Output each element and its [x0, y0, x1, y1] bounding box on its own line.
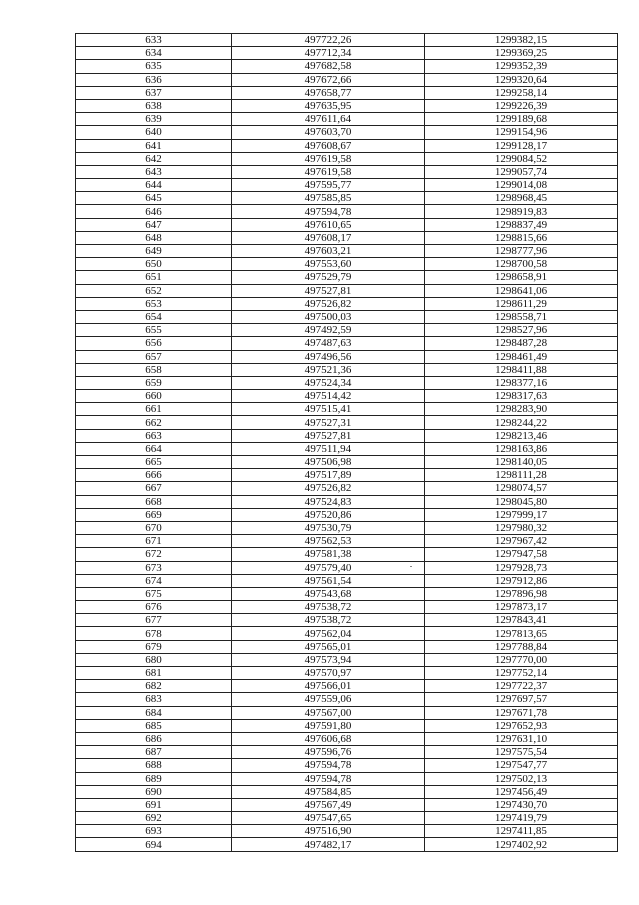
table-row	[76, 680, 618, 693]
x-coordinate-cell: 497527,31	[232, 416, 425, 429]
x-coordinate-cell: 497722,26	[232, 34, 425, 47]
y-coordinate-cell: 1299352,39	[425, 60, 618, 73]
x-coordinate-cell: 497567,49	[232, 798, 425, 811]
y-coordinate-cell: 1298377,16	[425, 376, 618, 389]
table-row	[76, 271, 618, 284]
y-coordinate-cell: 1299189,68	[425, 113, 618, 126]
y-coordinate-cell: 1298411,88	[425, 363, 618, 376]
y-coordinate-cell: 1297419,79	[425, 812, 618, 825]
point-number-cell: 665	[76, 456, 232, 469]
table-row	[76, 86, 618, 99]
x-coordinate-cell: 497606,68	[232, 732, 425, 745]
y-coordinate-cell: 1297967,42	[425, 535, 618, 548]
y-coordinate-cell: 1297843,41	[425, 614, 618, 627]
y-coordinate-cell: 1297502,13	[425, 772, 618, 785]
table-row	[76, 508, 618, 521]
point-number-cell: 693	[76, 825, 232, 838]
point-number-cell: 692	[76, 812, 232, 825]
table-row	[76, 403, 618, 416]
y-coordinate-cell: 1297770,00	[425, 653, 618, 666]
point-number-cell: 653	[76, 297, 232, 310]
table-row	[76, 442, 618, 455]
point-number-cell: 640	[76, 126, 232, 139]
x-coordinate-cell: 497515,41	[232, 403, 425, 416]
table-row	[76, 113, 618, 126]
y-coordinate-cell: 1298244,22	[425, 416, 618, 429]
table-row	[76, 825, 618, 838]
point-number-cell: 634	[76, 47, 232, 60]
table-row	[76, 416, 618, 429]
y-coordinate-cell: 1297402,92	[425, 838, 618, 851]
point-number-cell: 664	[76, 442, 232, 455]
x-coordinate-cell: 497526,82	[232, 297, 425, 310]
point-number-cell: 662	[76, 416, 232, 429]
x-coordinate-cell: 497527,81	[232, 429, 425, 442]
point-number-cell: 655	[76, 324, 232, 337]
point-number-cell: 645	[76, 192, 232, 205]
table-row	[76, 732, 618, 745]
coordinates-table-body	[76, 34, 618, 852]
x-coordinate-cell: 497527,81	[232, 284, 425, 297]
point-number-cell: 652	[76, 284, 232, 297]
x-coordinate-cell: 497529,79	[232, 271, 425, 284]
x-coordinate-cell: 497594,78	[232, 759, 425, 772]
point-number-cell: 676	[76, 601, 232, 614]
x-coordinate-cell: 497658,77	[232, 86, 425, 99]
table-row	[76, 376, 618, 389]
table-row	[76, 218, 618, 231]
point-number-cell: 666	[76, 469, 232, 482]
point-number-cell: 681	[76, 667, 232, 680]
y-coordinate-cell: 1297788,84	[425, 640, 618, 653]
y-coordinate-cell: 1298919,83	[425, 205, 618, 218]
point-number-cell: 683	[76, 693, 232, 706]
y-coordinate-cell: 1298163,86	[425, 442, 618, 455]
point-number-cell: 633	[76, 34, 232, 47]
x-coordinate-cell: 497672,66	[232, 73, 425, 86]
y-coordinate-cell: 1298968,45	[425, 192, 618, 205]
coordinates-table	[75, 33, 618, 852]
x-coordinate-cell: 497524,34	[232, 376, 425, 389]
table-row	[76, 838, 618, 851]
point-number-cell: 688	[76, 759, 232, 772]
point-number-cell: 675	[76, 587, 232, 600]
y-coordinate-cell: 1297631,10	[425, 732, 618, 745]
y-coordinate-cell: 1298461,49	[425, 350, 618, 363]
table-row	[76, 429, 618, 442]
table-row	[76, 587, 618, 600]
y-coordinate-cell: 1298045,80	[425, 495, 618, 508]
table-row	[76, 179, 618, 192]
table-row	[76, 798, 618, 811]
y-coordinate-cell: 1297456,49	[425, 785, 618, 798]
x-coordinate-cell: 497594,78	[232, 772, 425, 785]
table-row	[76, 759, 618, 772]
point-number-cell: 682	[76, 680, 232, 693]
table-row	[76, 785, 618, 798]
y-coordinate-cell: 1297575,54	[425, 746, 618, 759]
x-coordinate-cell: 497562,04	[232, 627, 425, 640]
point-number-cell: 672	[76, 548, 232, 561]
point-number-cell: 646	[76, 205, 232, 218]
table-row	[76, 245, 618, 258]
point-number-cell: 658	[76, 363, 232, 376]
point-number-cell: 659	[76, 376, 232, 389]
point-number-cell: 673	[76, 561, 232, 574]
y-coordinate-cell: 1298611,29	[425, 297, 618, 310]
x-coordinate-cell: 497538,72	[232, 601, 425, 614]
x-coordinate-cell: 497682,58	[232, 60, 425, 73]
x-coordinate-cell: 497530,79	[232, 521, 425, 534]
x-coordinate-cell: 497567,00	[232, 706, 425, 719]
x-coordinate-cell: 497595,77	[232, 179, 425, 192]
y-coordinate-cell: 1299369,25	[425, 47, 618, 60]
table-row	[76, 73, 618, 86]
y-coordinate-cell: 1298213,46	[425, 429, 618, 442]
y-coordinate-cell: 1299014,08	[425, 179, 618, 192]
table-row	[76, 205, 618, 218]
x-coordinate-cell: 497496,56	[232, 350, 425, 363]
table-row	[76, 653, 618, 666]
x-coordinate-cell: 497553,60	[232, 258, 425, 271]
point-number-cell: 654	[76, 310, 232, 323]
point-number-cell: 647	[76, 218, 232, 231]
y-coordinate-cell: 1298487,28	[425, 337, 618, 350]
y-coordinate-cell: 1297813,65	[425, 627, 618, 640]
table-row	[76, 139, 618, 152]
y-coordinate-cell: 1298317,63	[425, 390, 618, 403]
x-coordinate-cell: 497585,85	[232, 192, 425, 205]
y-coordinate-cell: 1297547,77	[425, 759, 618, 772]
x-coordinate-cell: 497524,83	[232, 495, 425, 508]
y-coordinate-cell: 1299084,52	[425, 152, 618, 165]
table-row	[76, 152, 618, 165]
point-number-cell: 686	[76, 732, 232, 745]
y-coordinate-cell: 1298641,06	[425, 284, 618, 297]
point-number-cell: 663	[76, 429, 232, 442]
y-coordinate-cell: 1298140,05	[425, 456, 618, 469]
table-row	[76, 126, 618, 139]
y-coordinate-cell: 1297671,78	[425, 706, 618, 719]
table-row	[76, 495, 618, 508]
point-number-cell: 690	[76, 785, 232, 798]
y-coordinate-cell: 1298527,96	[425, 324, 618, 337]
x-coordinate-cell: 497611,64	[232, 113, 425, 126]
x-coordinate-cell: 497619,58	[232, 152, 425, 165]
y-coordinate-cell: 1299258,14	[425, 86, 618, 99]
y-coordinate-cell: 1297947,58	[425, 548, 618, 561]
x-coordinate-cell: 497579,40	[232, 561, 425, 574]
table-row	[76, 627, 618, 640]
table-row	[76, 719, 618, 732]
x-coordinate-cell: 497511,94	[232, 442, 425, 455]
x-coordinate-cell: 497610,65	[232, 218, 425, 231]
x-coordinate-cell: 497591,80	[232, 719, 425, 732]
point-number-cell: 660	[76, 390, 232, 403]
table-row	[76, 640, 618, 653]
y-coordinate-cell: 1297896,98	[425, 587, 618, 600]
point-number-cell: 643	[76, 165, 232, 178]
x-coordinate-cell: 497570,97	[232, 667, 425, 680]
x-coordinate-cell: 497487,63	[232, 337, 425, 350]
table-row	[76, 693, 618, 706]
y-coordinate-cell: 1299128,17	[425, 139, 618, 152]
table-row	[76, 614, 618, 627]
y-coordinate-cell: 1297999,17	[425, 508, 618, 521]
table-row	[76, 337, 618, 350]
point-number-cell: 677	[76, 614, 232, 627]
y-coordinate-cell: 1297752,14	[425, 667, 618, 680]
point-number-cell: 667	[76, 482, 232, 495]
table-row	[76, 548, 618, 561]
x-coordinate-cell: 497594,78	[232, 205, 425, 218]
x-coordinate-cell: 497538,72	[232, 614, 425, 627]
table-row	[76, 812, 618, 825]
x-coordinate-cell: 497608,17	[232, 231, 425, 244]
y-coordinate-cell: 1298815,66	[425, 231, 618, 244]
table-row	[76, 192, 618, 205]
point-number-cell: 648	[76, 231, 232, 244]
y-coordinate-cell: 1299226,39	[425, 99, 618, 112]
x-coordinate-cell: 497506,98	[232, 456, 425, 469]
x-coordinate-cell: 497482,17	[232, 838, 425, 851]
table-row	[76, 521, 618, 534]
y-coordinate-cell: 1299382,15	[425, 34, 618, 47]
x-coordinate-cell: 497559,06	[232, 693, 425, 706]
x-coordinate-cell: 497517,89	[232, 469, 425, 482]
point-number-cell: 649	[76, 245, 232, 258]
table-row	[76, 310, 618, 323]
table-row	[76, 469, 618, 482]
point-number-cell: 670	[76, 521, 232, 534]
table-row	[76, 324, 618, 337]
y-coordinate-cell: 1298777,96	[425, 245, 618, 258]
scan-speck	[410, 566, 412, 567]
table-row	[76, 561, 618, 574]
table-row	[76, 772, 618, 785]
point-number-cell: 674	[76, 574, 232, 587]
y-coordinate-cell: 1299057,74	[425, 165, 618, 178]
x-coordinate-cell: 497596,76	[232, 746, 425, 759]
point-number-cell: 636	[76, 73, 232, 86]
point-number-cell: 685	[76, 719, 232, 732]
x-coordinate-cell: 497581,38	[232, 548, 425, 561]
table-row	[76, 350, 618, 363]
y-coordinate-cell: 1297980,32	[425, 521, 618, 534]
point-number-cell: 671	[76, 535, 232, 548]
table-row	[76, 667, 618, 680]
y-coordinate-cell: 1298283,90	[425, 403, 618, 416]
point-number-cell: 650	[76, 258, 232, 271]
x-coordinate-cell: 497565,01	[232, 640, 425, 653]
point-number-cell: 668	[76, 495, 232, 508]
y-coordinate-cell: 1298658,91	[425, 271, 618, 284]
point-number-cell: 638	[76, 99, 232, 112]
x-coordinate-cell: 497562,53	[232, 535, 425, 548]
y-coordinate-cell: 1297697,57	[425, 693, 618, 706]
point-number-cell: 689	[76, 772, 232, 785]
point-number-cell: 687	[76, 746, 232, 759]
x-coordinate-cell: 497516,90	[232, 825, 425, 838]
point-number-cell: 669	[76, 508, 232, 521]
point-number-cell: 656	[76, 337, 232, 350]
x-coordinate-cell: 497514,42	[232, 390, 425, 403]
y-coordinate-cell: 1297912,86	[425, 574, 618, 587]
table-row	[76, 706, 618, 719]
y-coordinate-cell: 1297430,70	[425, 798, 618, 811]
y-coordinate-cell: 1297652,93	[425, 719, 618, 732]
point-number-cell: 642	[76, 152, 232, 165]
table-row	[76, 284, 618, 297]
point-number-cell: 678	[76, 627, 232, 640]
x-coordinate-cell: 497543,68	[232, 587, 425, 600]
y-coordinate-cell: 1297411,85	[425, 825, 618, 838]
y-coordinate-cell: 1298700,58	[425, 258, 618, 271]
y-coordinate-cell: 1298558,71	[425, 310, 618, 323]
table-row	[76, 482, 618, 495]
table-row	[76, 99, 618, 112]
y-coordinate-cell: 1299320,64	[425, 73, 618, 86]
table-row	[76, 165, 618, 178]
x-coordinate-cell: 497500,03	[232, 310, 425, 323]
y-coordinate-cell: 1297722,37	[425, 680, 618, 693]
point-number-cell: 637	[76, 86, 232, 99]
point-number-cell: 680	[76, 653, 232, 666]
table-row	[76, 231, 618, 244]
x-coordinate-cell: 497521,36	[232, 363, 425, 376]
table-row	[76, 297, 618, 310]
table-row	[76, 60, 618, 73]
point-number-cell: 644	[76, 179, 232, 192]
point-number-cell: 684	[76, 706, 232, 719]
point-number-cell: 694	[76, 838, 232, 851]
x-coordinate-cell: 497635,95	[232, 99, 425, 112]
x-coordinate-cell: 497603,21	[232, 245, 425, 258]
x-coordinate-cell: 497584,85	[232, 785, 425, 798]
x-coordinate-cell: 497619,58	[232, 165, 425, 178]
y-coordinate-cell: 1298111,28	[425, 469, 618, 482]
table-row	[76, 746, 618, 759]
table-row	[76, 258, 618, 271]
point-number-cell: 651	[76, 271, 232, 284]
y-coordinate-cell: 1298837,49	[425, 218, 618, 231]
x-coordinate-cell: 497547,65	[232, 812, 425, 825]
x-coordinate-cell: 497520,86	[232, 508, 425, 521]
table-row	[76, 34, 618, 47]
point-number-cell: 691	[76, 798, 232, 811]
table-row	[76, 574, 618, 587]
table-row	[76, 390, 618, 403]
point-number-cell: 639	[76, 113, 232, 126]
point-number-cell: 661	[76, 403, 232, 416]
table-row	[76, 456, 618, 469]
y-coordinate-cell: 1297873,17	[425, 601, 618, 614]
table-row	[76, 363, 618, 376]
y-coordinate-cell: 1298074,57	[425, 482, 618, 495]
x-coordinate-cell: 497566,01	[232, 680, 425, 693]
x-coordinate-cell: 497573,94	[232, 653, 425, 666]
x-coordinate-cell: 497712,34	[232, 47, 425, 60]
y-coordinate-cell: 1299154,96	[425, 126, 618, 139]
x-coordinate-cell: 497561,54	[232, 574, 425, 587]
table-row	[76, 535, 618, 548]
point-number-cell: 657	[76, 350, 232, 363]
x-coordinate-cell: 497526,82	[232, 482, 425, 495]
point-number-cell: 641	[76, 139, 232, 152]
x-coordinate-cell: 497492,59	[232, 324, 425, 337]
x-coordinate-cell: 497603,70	[232, 126, 425, 139]
table-row	[76, 47, 618, 60]
table-row	[76, 601, 618, 614]
y-coordinate-cell: 1297928,73	[425, 561, 618, 574]
point-number-cell: 635	[76, 60, 232, 73]
point-number-cell: 679	[76, 640, 232, 653]
x-coordinate-cell: 497608,67	[232, 139, 425, 152]
